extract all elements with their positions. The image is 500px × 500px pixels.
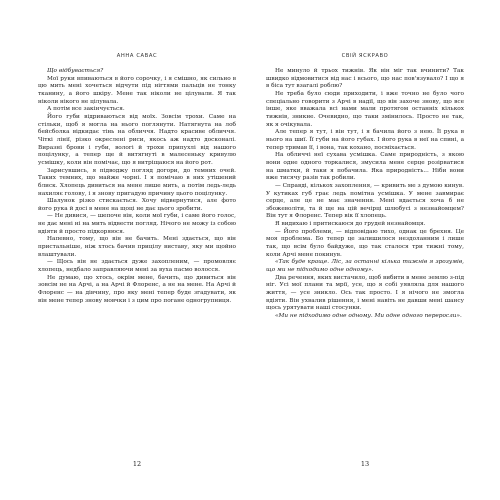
paragraph: «Ми не підходимо одне одному. Ми одне одного переросли». xyxy=(275,313,462,319)
paragraph: — Його проблеми, — відповідаю тихо, однак це брехня. Це моя проблема. Бо тепер це залишилося нездоланним і лише так, що всім було байдуже, що так сталося три тижні тому, коли Арчі мене покинув. xyxy=(266,228,464,258)
paragraph: Не треба було сюди приходити, і вже точно не було чого спеціально говорити з Арчі в надії, що він захоче знову, що все інше, яке вважала всі нами мали протягом останніх кількох тижнів, зникне. Очевидно, що таки змінилось. Просто не так, як я очікувала. xyxy=(266,90,464,128)
paragraph: Але тепер я тут, і він тут, і я бачила його з нею. Її рука в нього на шиї. Її губи на його губах. І його рука в неї на спині, а тепер тримав її, і вона, так кохано, посміхається. xyxy=(266,129,464,151)
paragraph: Не думаю, що хтось, окрім мене, бачить, що дивиться він зовсім не на Арчі, а на Арчі й Флоренс, а не на мене. На Арчі й Флоренс — на дівчину, про яку мені тепер буде згадувати, як він мене тепер знову мовчки і з цим про погане одногрупниця. xyxy=(38,274,236,304)
running-header-title: СВІЙ ЯСКРАВО xyxy=(341,53,389,59)
paragraph: Я видихаю і притискаюся до грудей незнайомця. xyxy=(275,221,426,228)
page-number-right: 13 xyxy=(360,460,370,468)
paragraph: Два речення, яких вистачило, щоб вибити в мене землю з-під ніг. Усі мої плани та мрії, усе, що я собі уявляла для нашого життя, — усе зникло. Ось так просто. І я нічого не змогла вдіяти. Він ухвалив рішення, і мені навіть не давши мені шансу щось урятувати наші стосунки. xyxy=(266,274,464,312)
paragraph: На обличчі неї сухава усмішка. Саме природність, з якою вони одне одного торкалися, змусила мене серце розірватися на шматки, й таки я побачила. Яка природність... Ніби вони вже тисячу разів так робили. xyxy=(266,152,464,182)
paragraph: — Не дивися, — шепоче він, коли мої губи, і саме його голос, не дає мені ні на мить відвести погляд. Нічого не можу із собою вдіяти й просто підкоряюся. xyxy=(38,213,236,235)
paragraph: Мої руки впиваються в його сорочку, і я смішно, як сильно в цю мить мені хочеться відчути під нігтями пальців не тонку тканину, а його шкіру. Мене так ніколи не цілували. Я так ніколи нікого не цілувала. xyxy=(38,75,236,105)
paragraph: А потім все закінчується. xyxy=(47,106,125,113)
right-page-text xyxy=(266,68,464,321)
paragraph: Шалунок різко стискається. Хочу відвернутися, але фото його рука й досі в мене на щоці не дає цього зробити. xyxy=(38,198,236,212)
paragraph: Його губи відриваються від моїх. Зовсім трохи. Саме на стільки, щоб я могла на нього поглянути. Натягнута на лоб бейсболка відкидає тінь на обличчя. Надто красиве обличчя. Чіткі лінії, різко окреслені риси, якось аж надто досконалі. Виразні брови і губи, вологі й трохи припухлі від нашого поцілунку, а тепер ще й витягнуті в малесеньку кривулю усмішку, коли він помічає, що я витріщаюся на його рот. xyxy=(38,113,236,166)
paragraph: «Так буде краще. Ліс, за останні кілька тижнів я зрозумів, що ми не підходимо одне одному». xyxy=(266,259,464,274)
right-page xyxy=(250,0,500,500)
paragraph: Що відбувається? xyxy=(47,68,104,74)
paragraph: — Справді, кількох захоплення, — кривить ме з думою кинув. У кутиках губ грає ледь помітна усмішка. У мене завмирає серце, але це не має значення. Мені вдається хоча б не збожеволіти, та й ще на цій вечірці шлюбусі з незнайомцем? Він тут я Флоренс. Тепер вік її хлопець. xyxy=(266,182,464,220)
paragraph: — Щось він не здається дуже захопленим, — промовляє хлопець, недбало заправляючи мені за вуха пасмо волосся. xyxy=(38,259,236,274)
left-page-text xyxy=(38,68,236,305)
paragraph: Не минуло й трьох тижнів. Як він міг так вчинити? Так швидко відмовитися від нас і всього, що нас пов'язувало? І що я в біса тут взагалі роблю? xyxy=(266,68,464,90)
running-header-author: АННА САВАС xyxy=(116,53,158,59)
page-number-left: 12 xyxy=(132,460,142,468)
paragraph: Напевно, тому, що він не бачить. Мені здається, що він пристальніше, ніж хтось бачив прицілу виставу, яку ми щойно влаштували. xyxy=(38,236,236,258)
paragraph: Зарисувшись, я підводжу погляд догори, до темних очей. Таких темних, що майже чорні. І я помічаю в них утішений блиск. Хлопець дивиться на мене лише мить, а потім ледь-ледь нахиляє голову, і я знову пригадую причину цього поцілунку. xyxy=(38,167,236,197)
